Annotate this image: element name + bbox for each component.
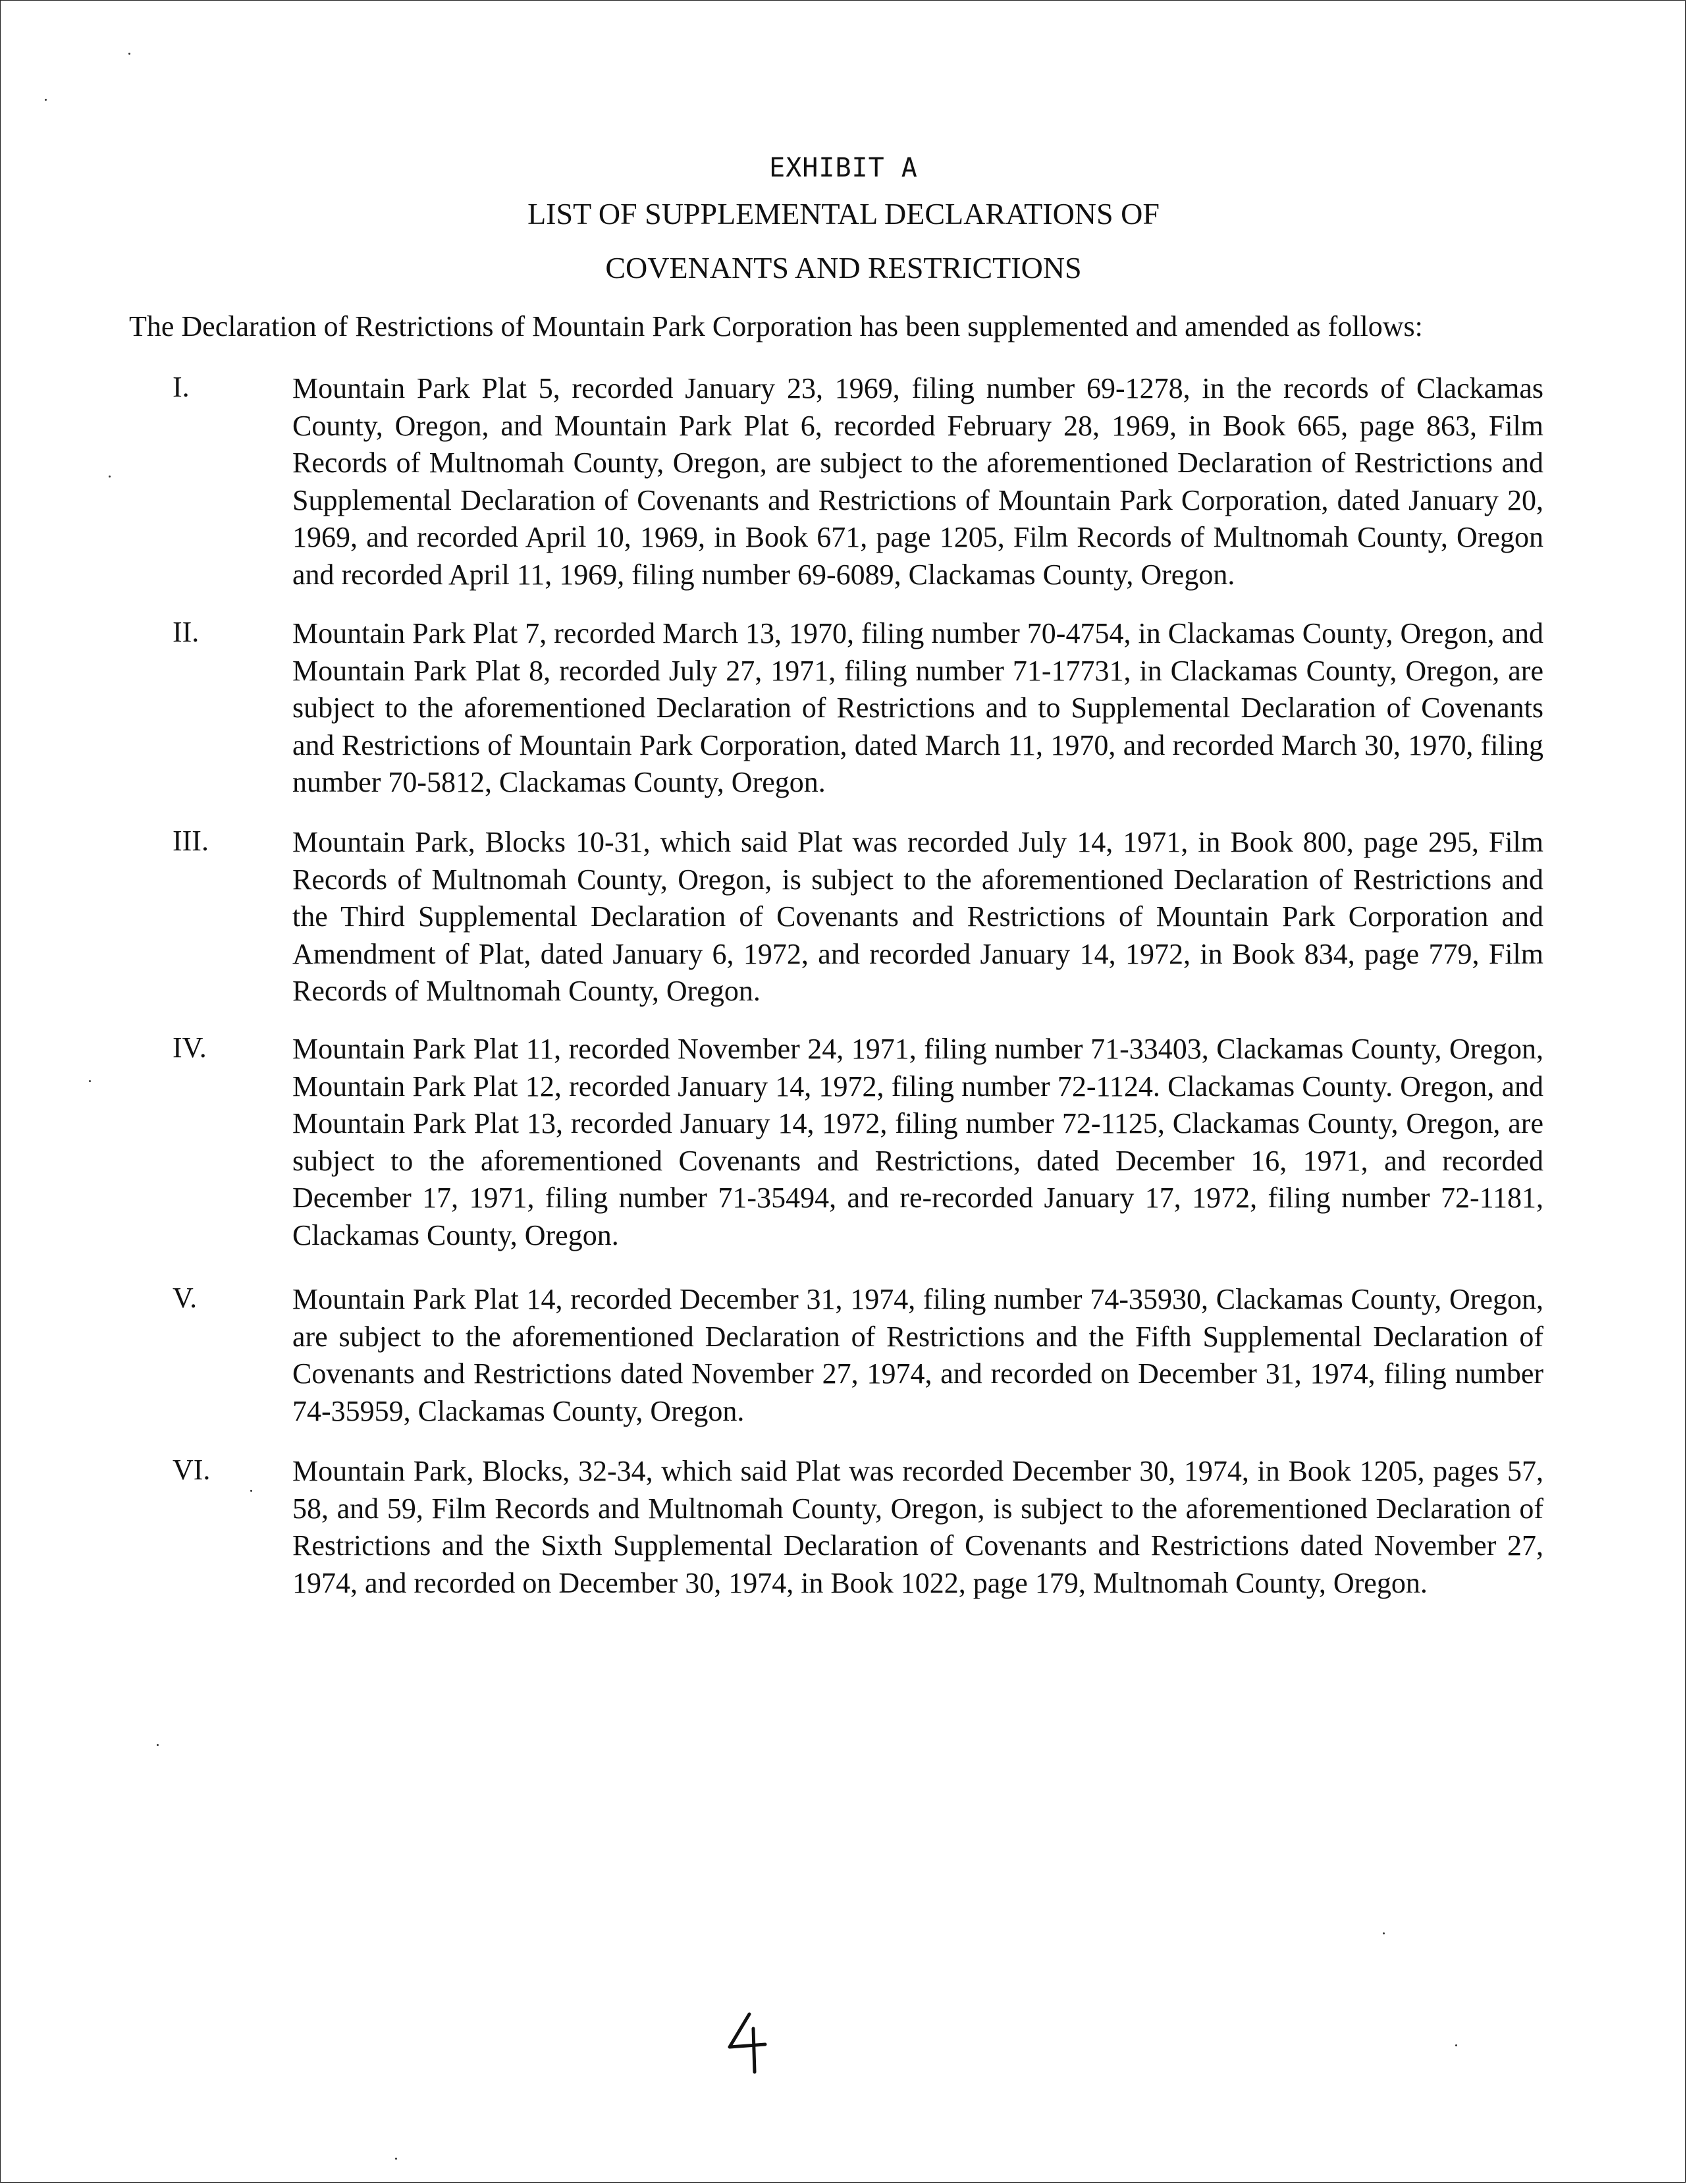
item-numeral: V. — [173, 1282, 198, 1314]
item-text: Mountain Park Plat 5, recorded January 23, 1969, filing number 69-1278, in the records of Clackamas County, Oregon, and Mountain Park Plat 6, recorded February 28, 1969, in Book 665, page 863, Film Records of Multnomah County, Oregon, are subject to the aforementioned Declaration of Restrictions and Supplemental Declaration of Covenants and Restrictions of Mountain Park Corporation, dated January 20, 1969, and recorded April 10, 1969, in Book 671, page 1205, Film Records of Multnomah County, Oregon and recorded April 11, 1969, filing number 69-6089, Clackamas County, Oregon. — [292, 372, 1543, 591]
scan-speck — [157, 1744, 159, 1746]
scan-speck — [395, 2158, 397, 2160]
title-line-2: COVENANTS AND RESTRICTIONS — [605, 251, 1082, 285]
item-numeral: IV. — [173, 1031, 207, 1064]
item-text: Mountain Park Plat 11, recorded November 24, 1971, filing number 71-33403, Clackamas County, Oregon, Mountain Park Plat 12, recorded January 14, 1972, filing number 72-1124. Clackamas County. Oregon, and Mountain Park Plat 13, recorded January 14, 1972, filing number 72-1125, Clackamas County, Oregon, are subject to the aforementioned Covenants and Restrictions, dated December 16, 1971, and recorded December 17, 1971, filing number 71-35494, and re-recorded January 17, 1972, filing number 72-1181, Clackamas County, Oregon. — [292, 1033, 1543, 1251]
exhibit-label: EXHIBIT A — [769, 153, 918, 183]
item-numeral: II. — [173, 616, 200, 648]
item-text: Mountain Park, Blocks 10-31, which said Plat was recorded July 14, 1971, in Book 800, page 295, Film Records of Multnomah County, Oregon, is subject to the aforementioned Declaration of Restrictions and the Third Supplemental Declaration of Covenants and Restrictions of Mountain Park Corporation and Amendment of Plat, dated January 6, 1972, and recorded January 14, 1972, in Book 834, page 779, Film Records of Multnomah County, Oregon. — [292, 826, 1543, 1007]
scan-speck — [109, 476, 111, 478]
scan-speck — [1455, 2044, 1457, 2046]
scan-speck — [250, 1490, 252, 1492]
scan-speck — [128, 53, 130, 55]
scan-speck — [89, 1080, 91, 1082]
handwritten-four-icon — [724, 2009, 777, 2075]
intro-paragraph: The Declaration of Restrictions of Mountain Park Corporation has been supplemented and amended as follows: — [129, 310, 1423, 342]
handwritten-page-number — [724, 2009, 777, 2075]
item-text: Mountain Park, Blocks, 32-34, which said Plat was recorded December 30, 1974, in Book 1205, pages 57, 58, and 59, Film Records and Multnomah County, Oregon, is subject to the aforementioned Declaration of Restrictions and the Sixth Supplemental Declaration of Covenants and Restrictions dated November 27, 1974, and recorded on December 30, 1974, in Book 1022, page 179, Multnomah County, Oregon. — [292, 1455, 1543, 1599]
item-text: Mountain Park Plat 14, recorded December 31, 1974, filing number 74-35930, Clackamas County, Oregon, are subject to the aforementioned Declaration of Restrictions and the Fifth Supplemental Declaration of Covenants and Restrictions dated November 27, 1974, and recorded on December 31, 1974, filing number 74-35959, Clackamas County, Oregon. — [292, 1283, 1543, 1427]
title-line-1: LIST OF SUPPLEMENTAL DECLARATIONS OF — [527, 197, 1160, 231]
item-numeral: I. — [173, 371, 190, 403]
item-text: Mountain Park Plat 7, recorded March 13, 1970, filing number 70-4754, in Clackamas County, Oregon, and Mountain Park Plat 8, recorded July 27, 1971, filing number 71-17731, in Clackamas County, Oregon, are subject to the aforementioned Declaration of Restrictions and to Supplemental Declaration of Covenants and Restrictions of Mountain Park Corporation, dated March 11, 1970, and recorded March 30, 1970, filing number 70-5812, Clackamas County, Oregon. — [292, 617, 1543, 798]
item-numeral: III. — [173, 825, 209, 857]
scan-speck — [1383, 1932, 1385, 1934]
item-numeral: VI. — [173, 1454, 211, 1486]
scan-speck — [45, 99, 47, 101]
